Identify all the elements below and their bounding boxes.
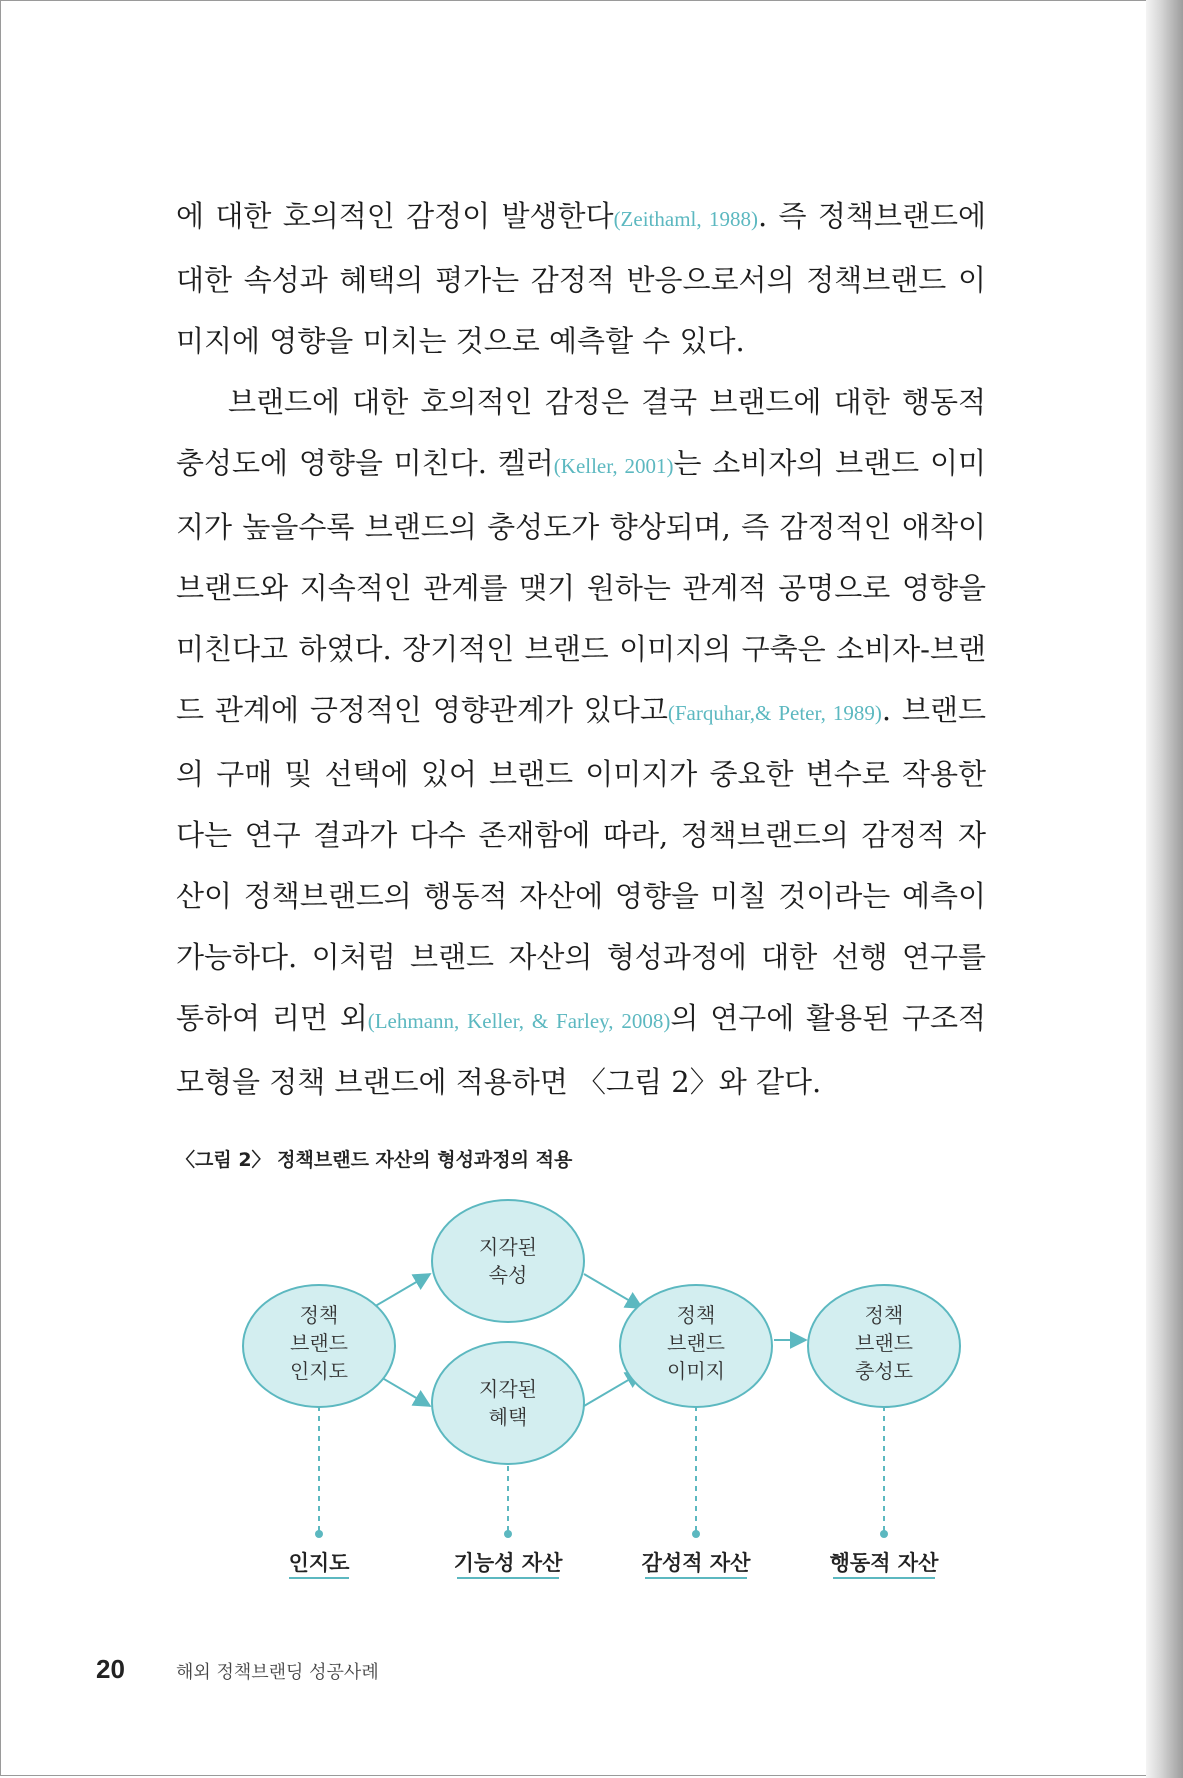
arrow-attributes-to-image xyxy=(584,1274,642,1308)
node-attributes-line-1: 지각된 xyxy=(479,1235,537,1259)
node-benefits xyxy=(432,1342,584,1464)
node-image-line-3: 이미지 xyxy=(667,1359,725,1383)
running-footer-title: 해외 정책브랜딩 성공사례 xyxy=(176,1662,379,1683)
label-behavioral-asset: 행동적 자산 xyxy=(829,1551,939,1575)
node-image-line-1: 정책 xyxy=(676,1303,716,1327)
page-number: 20 xyxy=(96,1654,125,1684)
node-image xyxy=(620,1285,772,1407)
citation: (Lehmann, Keller, & Farley, 2008) xyxy=(367,1009,671,1033)
text-run: . 즉 정책브랜드에 대한 속성과 혜택의 평가는 감정적 반응으로서의 정책브랜드 이미지에 영향을 미치는 것으로 예측할 수 있다. xyxy=(176,199,986,358)
figure-caption: 〈그림 2〉 정책브랜드 자산의 형성과정의 적용 xyxy=(176,1149,573,1171)
node-awareness-line-3: 인지도 xyxy=(290,1359,348,1383)
body-text xyxy=(176,186,986,1113)
node-loyalty-line-1: 정책 xyxy=(864,1303,904,1327)
citation: (Keller, 2001) xyxy=(553,454,674,478)
text-run: . 브랜드의 구매 및 선택에 있어 브랜드 이미지가 중요한 변수로 작용한다는 연구 결과가 다수 존재함에 따라, 정책브랜드의 감정적 자산이 정책브랜드의 행동적 자산에 영향을 미칠 것이라는 예측이 가능하다. 이처럼 브랜드 자산의 형성과정에 대한 선행 연구를 통하여 리먼 외 xyxy=(176,693,986,1035)
text-run: 에 대한 호의적인 감정이 발생한다 xyxy=(176,199,614,233)
citation: (Zeithaml, 1988) xyxy=(613,207,758,231)
node-awareness xyxy=(243,1285,395,1407)
node-loyalty-line-3: 충성도 xyxy=(855,1359,913,1383)
paragraph-1 xyxy=(176,186,986,372)
node-loyalty xyxy=(808,1285,960,1407)
connector-dot xyxy=(315,1530,323,1538)
node-awareness-line-1: 정책 xyxy=(299,1303,339,1327)
node-attributes-line-2: 속성 xyxy=(488,1263,528,1287)
label-awareness: 인지도 xyxy=(288,1551,350,1575)
node-benefits-line-2: 혜택 xyxy=(488,1405,528,1429)
text-run: 는 소비자의 브랜드 이미지가 높을수록 브랜드의 충성도가 향상되며, 즉 감정적인 애착이 브랜드와 지속적인 관계를 맺기 원하는 관계적 공명으로 영향을 미친다고 하였다. 장기적인 브랜드 이미지의 구축은 소비자-브랜드 관계에 긍정적인 영향관계가 있다고 xyxy=(176,446,987,727)
text-run: 의 연구에 활용된 구조적 모형을 정책 브랜드에 적용하면 〈그림 2〉와 같다. xyxy=(176,1001,986,1099)
node-image-line-2: 브랜드 xyxy=(667,1331,725,1355)
citation: (Farquhar,& Peter, 1989) xyxy=(667,701,882,725)
connector-dot xyxy=(692,1530,700,1538)
paragraph-2 xyxy=(176,372,986,1113)
connector-dot xyxy=(504,1530,512,1538)
connector-dot xyxy=(880,1530,888,1538)
label-emotional-asset: 감성적 자산 xyxy=(641,1551,751,1575)
brand-equity-diagram xyxy=(0,1170,1183,1590)
text-run: 브랜드에 대한 호의적인 감정은 결국 브랜드에 대한 행동적 충성도에 영향을 미친다. 켈러 xyxy=(176,385,986,480)
node-attributes xyxy=(432,1200,584,1322)
label-functional-asset: 기능성 자산 xyxy=(453,1551,563,1575)
node-awareness-line-2: 브랜드 xyxy=(290,1331,348,1355)
arrow-awareness-to-attributes xyxy=(372,1274,430,1308)
node-benefits-line-1: 지각된 xyxy=(479,1377,537,1401)
node-loyalty-line-2: 브랜드 xyxy=(855,1331,913,1355)
